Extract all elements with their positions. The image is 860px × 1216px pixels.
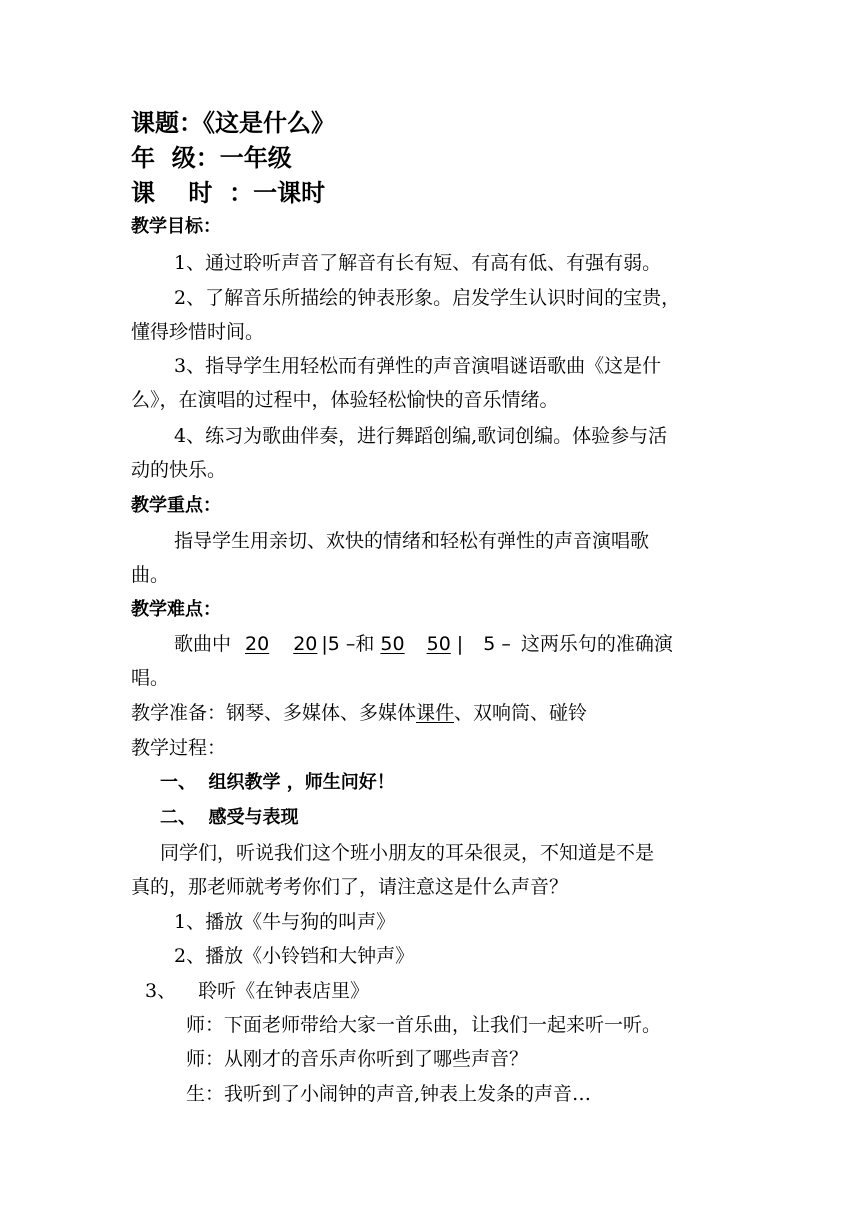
objective-item: 3、指导学生用轻松而有弹性的声音演唱谜语歌曲《这是什 xyxy=(174,355,662,377)
objective-item: 4、练习为歌曲伴奏，进行舞蹈创编,歌词创编。体验参与活 xyxy=(174,425,668,447)
preparation-rest: 、双响筒、碰铃 xyxy=(454,702,588,724)
difficulties-prefix: 歌曲中 xyxy=(174,633,232,655)
objectives-heading: 教学目标： xyxy=(131,216,221,237)
dialog-line: 生：我听到了小闹钟的声音,钟表上发条的声音… xyxy=(186,1083,592,1105)
period-label: 课 时 ： xyxy=(131,179,254,207)
process-heading: 教学过程： xyxy=(131,737,227,759)
dialog-line: 师：下面老师带给大家一首乐曲，让我们一起来听一听。 xyxy=(186,1014,662,1036)
objective-item: 么》，在演唱的过程中，体验轻松愉快的音乐情绪。 xyxy=(131,389,559,411)
key-points-heading: 教学重点： xyxy=(131,495,221,516)
process-substep: 2、播放《小铃铛和大钟声》 xyxy=(174,945,415,967)
difficulties-line xyxy=(174,635,673,654)
process-step: 二、 感受与表现 xyxy=(160,807,299,828)
period-value: 一课时 xyxy=(253,179,326,207)
difficulties-suffix: 这两乐句的准确演 xyxy=(520,633,673,655)
objective-item: 1、通过聆听声音了解音有长有短、有高有低、有强有弱。 xyxy=(174,252,662,274)
period-line xyxy=(131,181,325,205)
lesson-title: 课题：《这是什么》 xyxy=(131,109,335,137)
grade-line xyxy=(131,146,292,170)
process-substep xyxy=(145,982,369,1001)
notation-20: 20 xyxy=(245,633,270,655)
grade-value: 一年级 xyxy=(219,144,292,172)
preparation-label: 教学准备：钢琴、多媒体、多媒体 xyxy=(131,702,417,724)
notation-5: 5 – xyxy=(483,633,511,655)
grade-label: 年 级： xyxy=(131,144,220,172)
substep-number: 3、 xyxy=(145,980,177,1002)
notation-20: 20 xyxy=(293,633,318,655)
intro-text: 同学们，听说我们这个班小朋友的耳朵很灵，不知道是不是 xyxy=(160,842,655,864)
courseware-link: 课件 xyxy=(416,702,455,724)
notation-bar: | xyxy=(456,633,464,655)
difficulties-text: 唱。 xyxy=(131,667,170,689)
intro-text: 真的，那老师就考考你们了，请注意这是什么声音？ xyxy=(131,876,569,898)
preparation-line xyxy=(131,704,587,723)
notation-50: 50 xyxy=(426,633,451,655)
process-substep: 1、播放《牛与狗的叫声》 xyxy=(174,911,396,933)
key-points-text: 曲。 xyxy=(131,564,170,586)
process-step: 一、 组织教学 ，师生问好！ xyxy=(160,772,395,793)
objective-item: 懂得珍惜时间。 xyxy=(131,321,265,343)
substep-text: 聆听《在钟表店里》 xyxy=(198,980,370,1002)
dialog-line: 师：从刚才的音乐声你听到了哪些声音？ xyxy=(186,1048,529,1070)
notation-bar-5: |5 –和 xyxy=(321,633,375,655)
difficulties-heading: 教学难点： xyxy=(131,599,221,620)
notation-50: 50 xyxy=(380,633,405,655)
objective-item: 动的快乐。 xyxy=(131,459,227,481)
objective-item: 2、了解音乐所描绘的钟表形象。启发学生认识时间的宝贵， xyxy=(174,287,681,309)
key-points-text: 指导学生用亲切、欢快的情绪和轻松有弹性的声音演唱歌 xyxy=(174,530,650,552)
